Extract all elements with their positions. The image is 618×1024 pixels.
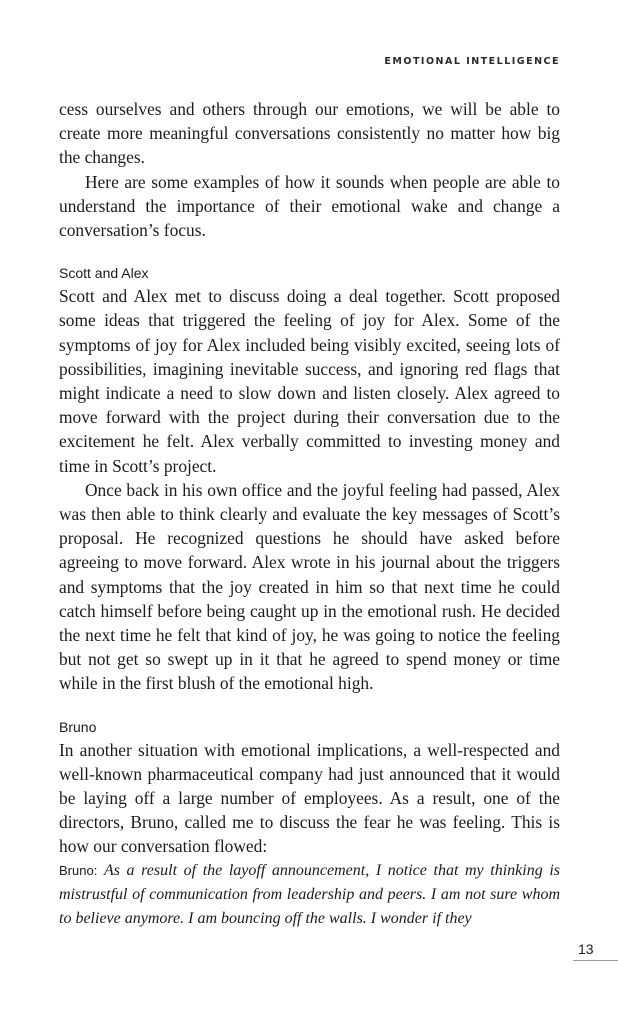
body-paragraph: Once back in his own office and the joyful feeling had passed, Alex was then able to think clearly and evaluate the key messages of Scott’s proposal. He recognized questions he should have asked before agreeing to move forward. Alex wrote in his journal about the triggers and symptoms that the joy created in him so that next time he could catch himself before being caught up in the emotional rush. He decided the next time he felt that kind of joy, he was going to notice the feeling but not get so swept up in it that he agreed to spend money or time while in the first blush of the emotional high.	[59, 479, 560, 694]
section-heading-bruno: Bruno	[59, 718, 97, 735]
section-heading-scott-alex: Scott and Alex	[59, 265, 149, 282]
dialogue-quote: As a result of the layoff announcement, I notice that my thinking is mistrustful of communication from leadership and peers. I am not sure whom to believe anymore. I am bouncing off the walls. I wonder if they	[59, 861, 561, 928]
speaker-label: Bruno:	[59, 862, 98, 878]
page-number: 13	[578, 941, 594, 957]
body-paragraph: Scott and Alex met to discuss doing a deal together. Scott proposed some ideas that triggered the feeling of joy for Alex. Some of the symptoms of joy for Alex included being visibly excited, seeing lots of possibilities, imagining inevitable success, and ignoring red flags that might indicate a need to slow down and listen closely. Alex agreed to move forward with the project during their conversation due to the excitement he felt. Alex verbally committed to investing money and time in Scott’s project.	[59, 286, 560, 476]
page-number-rule	[573, 960, 618, 961]
body-paragraph: In another situation with emotional implications, a well-respected and well-known pharmaceutical company had just announced that it would be laying off a large number of employees. As a result, one of the directors, Bruno, called me to discuss the fear he was feeling. This is how our conversation flowed:	[59, 739, 560, 857]
body-paragraph: Here are some examples of how it sounds when people are able to understand the importance of their emotional wake and change a conversation’s focus.	[59, 171, 560, 241]
dialogue-line	[59, 859, 560, 932]
running-head: EMOTIONAL INTELLIGENCE	[384, 56, 560, 67]
body-paragraph: cess ourselves and others through our emotions, we will be able to create more meaningful conversations consistently no matter how big the changes.	[59, 99, 560, 168]
page-body	[59, 97, 560, 931]
